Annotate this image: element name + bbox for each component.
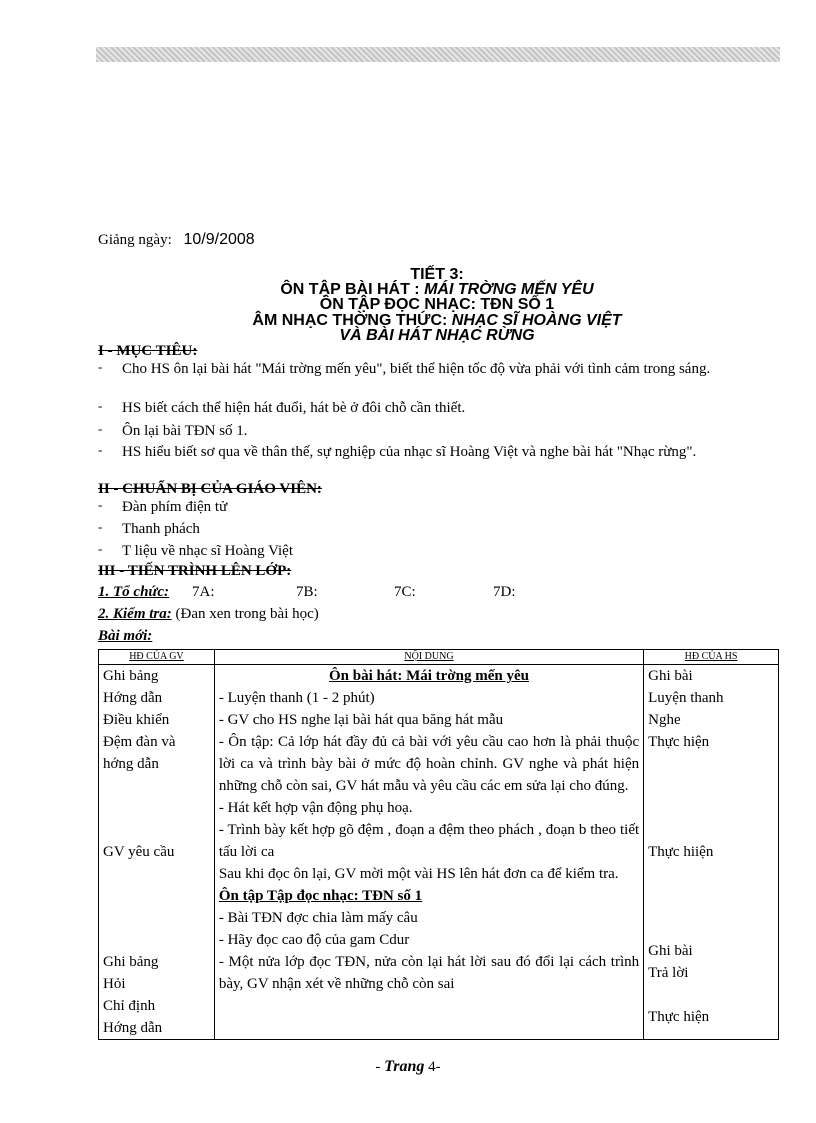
section-objectives-heading: I - MỤC TIÊU: [98,343,198,359]
check-label: 2. Kiểm tra: [98,606,172,622]
title-song-review: ÔN TẬP BÀI HÁT : MÁI TRỜNG MẾN YÊU [280,281,594,298]
lesson-number: TIẾT 3: [410,266,464,283]
class-7b: 7B: [296,584,318,600]
check-text: (Đan xen trong bài học) [171,606,319,622]
date-value: 10/9/2008 [183,231,255,248]
header-content: NỘI DUNG [214,650,643,665]
title-music-knowledge: ÂM NHẠC THỜNG THỨC: NHẠC SĨ HOÀNG VIỆT [252,312,622,329]
preparation-item: - Đàn phím điện tử [98,497,228,515]
footer-page-label: Trang [384,1058,425,1075]
class-7c: 7C: [394,584,416,600]
objective-item: - HS hiểu biết sơ qua về thân thế, sự nghiệp của nhạc sĩ Hoàng Việt và nghe bài hát "Nhạc rừng". [98,442,697,460]
page-footer: - Trang 4- [375,1058,441,1075]
lesson-table [98,649,779,1040]
content-column: Ôn bài hát: Mái trờng mến yêu - Luyện thanh (1 - 2 phút) - GV cho HS nghe lại bài hát qua băng hát mẫu - Ôn tập: Cả lớp hát đầy đủ cả bài với yêu cầu cao hơn là phải thuộc lời ca và trình bày bài ở mức độ hoàn chỉnh. GV nghe và phát hiện những chỗ còn sai, GV hát mẫu và yêu cầu các em sửa lại cho đúng. - Hát kết hợp vận động phụ hoạ. - Trình bày kết hợp gõ đệm , đoạn a đệm theo phách , đoạn b theo tiết tấu lời ca Sau khi đọc ôn lại, GV mời một vài HS lên hát đơn ca để kiểm tra. Ôn tập Tập đọc nhạc: TĐN số 1 - Bài TĐN đợc chia làm mấy câu - Hãy đọc cao độ của gam Cdur - Một nửa lớp đọc TĐN, nửa còn lại hát lời sau đó đổi lại cách trình bày, GV nhận xét về những chỗ còn sai [214,665,643,1040]
preparation-item: - Thanh phách [98,519,200,537]
objective-item: - Ôn lại bài TĐN số 1. [98,421,248,439]
content-heading-reading: Ôn tập Tập đọc nhạc: TĐN số 1 [218,888,423,904]
section-process-heading: III - TIẾN TRÌNH LÊN LỚP: [98,563,292,579]
date-line [98,231,255,249]
title-forest-song: VÀ BÀI HÁT NHẠC RỪNG [339,327,535,344]
objective-item: - HS biết cách thể hiện hát đuổi, hát bè ở đôi chỗ cần thiết. [98,398,466,416]
organization-label: 1. Tổ chức: [98,584,170,600]
table-row [99,665,779,1040]
date-label: Giảng ngày: [98,232,172,248]
class-7d: 7D: [493,584,516,600]
header-student-activity: HĐ CỦA HS [644,650,779,665]
objective-item: - Cho HS ôn lại bài hát "Mái trờng mến yêu", biết thể hiện tốc độ vừa phải với tình cảm trong sáng. [98,359,711,377]
table-header-row [99,650,779,665]
title-reading-review: ÔN TẬP ĐỌC NHẠC: TĐN SỐ 1 [319,296,555,313]
new-lesson-label: Bài mới: [98,628,153,644]
student-activity-column: Ghi bài Luyện thanh Nghe Thực hiện Thực hiiện Ghi bài Trả lời Thực hiện [644,665,779,1040]
check-line [98,606,319,623]
teacher-activity-column: Ghi bảng Hớng dẫn Điều khiển Đệm đàn và hớng dẫn GV yêu cầu Ghi bảng Hỏi Chỉ định Hớng dẫn [99,665,215,1040]
header-bar [96,47,780,62]
class-7a: 7A: [192,584,215,600]
content-heading-song: Ôn bài hát: Mái trờng mến yêu [329,668,529,684]
section-preparation-heading: II - CHUẨN BỊ CỦA GIÁO VIÊN: [98,481,322,497]
preparation-item: - T liệu về nhạc sĩ Hoàng Việt [98,541,294,559]
header-teacher-activity: HĐ CỦA GV [99,650,215,665]
